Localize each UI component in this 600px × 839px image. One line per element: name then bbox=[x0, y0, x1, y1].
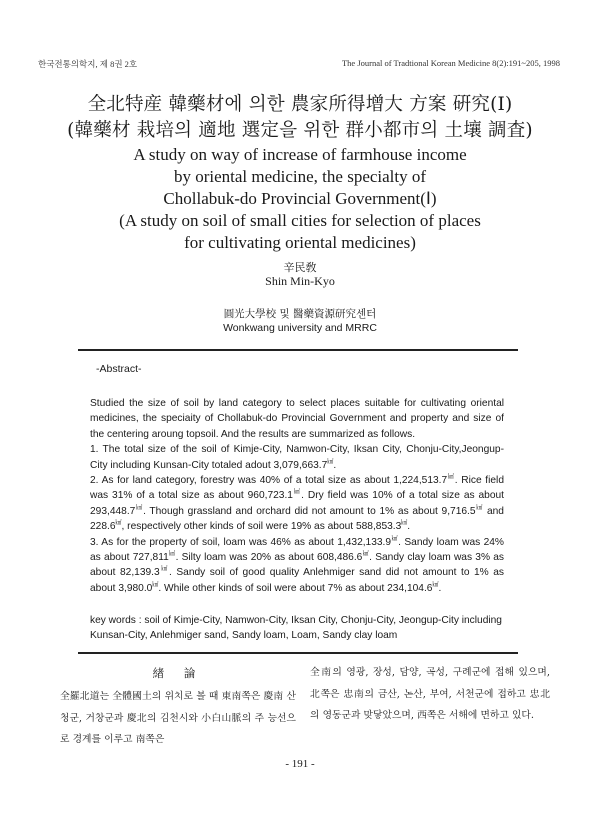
abstract-result-1: 1. The total size of the soil of Kimje-City, Namwon-City, Iksan City, Chonju-City,Jeongup-City including Kunsan-City totaled adout 3,079,663.7㎢. bbox=[90, 444, 504, 471]
page-number: - 191 - bbox=[285, 758, 315, 770]
abstract-result-3: 3. As for the property of soil, loam was 46% as about 1,432,133.9㎢. Sandy loam was 24% as about 727,811㎢. Silty loam was 20% as about 608,486.6㎢. Sandy clay loam was 3% as about 82,139.3㎢. Sandy soil of good quality Anlehmiger sand did not amount to 1% as about 3,980.0㎢. While other kinds of soil were about 7% as about 234,104.6㎢. bbox=[90, 536, 504, 594]
body-column-right bbox=[310, 662, 550, 727]
title-english-line-1: A study on way of increase of farmhouse income bbox=[133, 145, 467, 164]
abstract-top-rule bbox=[78, 349, 518, 351]
journal-name-korean: 한국전통의학지, 제 8권 2호 bbox=[38, 59, 138, 69]
abstract-bottom-rule bbox=[78, 652, 518, 654]
abstract-body bbox=[90, 396, 504, 596]
title-english-line-3: Chollabuk-do Provincial Government(Ⅰ) bbox=[163, 189, 437, 208]
journal-citation: The Journal of Tradtional Korean Medicine 8(2):191~205, 1998 bbox=[341, 58, 560, 68]
title-block bbox=[30, 92, 570, 254]
affiliation-english: Wonkwang university and MRRC bbox=[223, 322, 377, 334]
title-korean-line-2: (韓藥材 栽培의 適地 選定을 위한 群小都市의 土壤 調査) bbox=[67, 120, 533, 141]
title-korean-line-1: 全北特産 韓藥材에 의한 農家所得增大 方案 硏究(Ⅰ) bbox=[87, 94, 513, 115]
keywords: key words : soil of Kimje-City, Namwon-City, Iksan City, Chonju-City, Jeongup-City including Kunsan-City, Anlehmiger sand, Sandy loam, Loam, Sandy clay loam bbox=[90, 615, 502, 642]
title-english-line-2: by oriental medicine, the specialty of bbox=[173, 167, 427, 186]
affiliation-korean: 圓光大學校 및 醫藥資源研究센터 bbox=[223, 308, 377, 320]
title-english-line-4: (A study on soil of small cities for selection of places bbox=[119, 211, 481, 230]
abstract-intro: Studied the size of soil by land category to select places suitable for cultivating oriental medicines, the speciaity of Chollabuk-do Provincial Government and property and size of the centering aroung topsoil. And the results are summarized as follows. bbox=[90, 398, 504, 440]
body-text-right: 全南의 영광, 장성, 담양, 곡성, 구례군에 접해 있으며, 北쪽은 忠南의 금산, 논산, 부여, 서천군에 접하고 忠北의 영동군과 맞닿았으며, 西쪽은 서해에 면하고 있다. bbox=[310, 667, 550, 721]
author-korean: 辛民敎 bbox=[283, 261, 317, 274]
body-text-left: 全羅北道는 全體國土의 위치로 볼 때 東南쪽은 慶南 산청군, 거창군과 慶北의 김천시와 小白山脈의 주 능선으로 경계를 이루고 南쪽은 bbox=[60, 691, 296, 745]
section-heading-introduction: 緖 論 bbox=[152, 666, 204, 680]
body-column-left bbox=[60, 662, 296, 751]
author-english: Shin Min-Kyo bbox=[265, 274, 335, 288]
title-english-line-5: for cultivating oriental medicines) bbox=[184, 233, 416, 252]
abstract-label: -Abstract- bbox=[96, 363, 142, 375]
abstract-result-2: 2. As for land category, forestry was 40% of a total size as about 1,224,513.7㎢. Rice field was 31% of a total size as about 960,723.1㎢. Dry field was 10% of a total size as about 293,448.7㎢. Though grassland and orchard did not amount to 1% as about 9,716.5㎢ and 228.6㎢, respectively other kinds of soil were 19% as about 588,853.3㎢. bbox=[90, 474, 504, 533]
